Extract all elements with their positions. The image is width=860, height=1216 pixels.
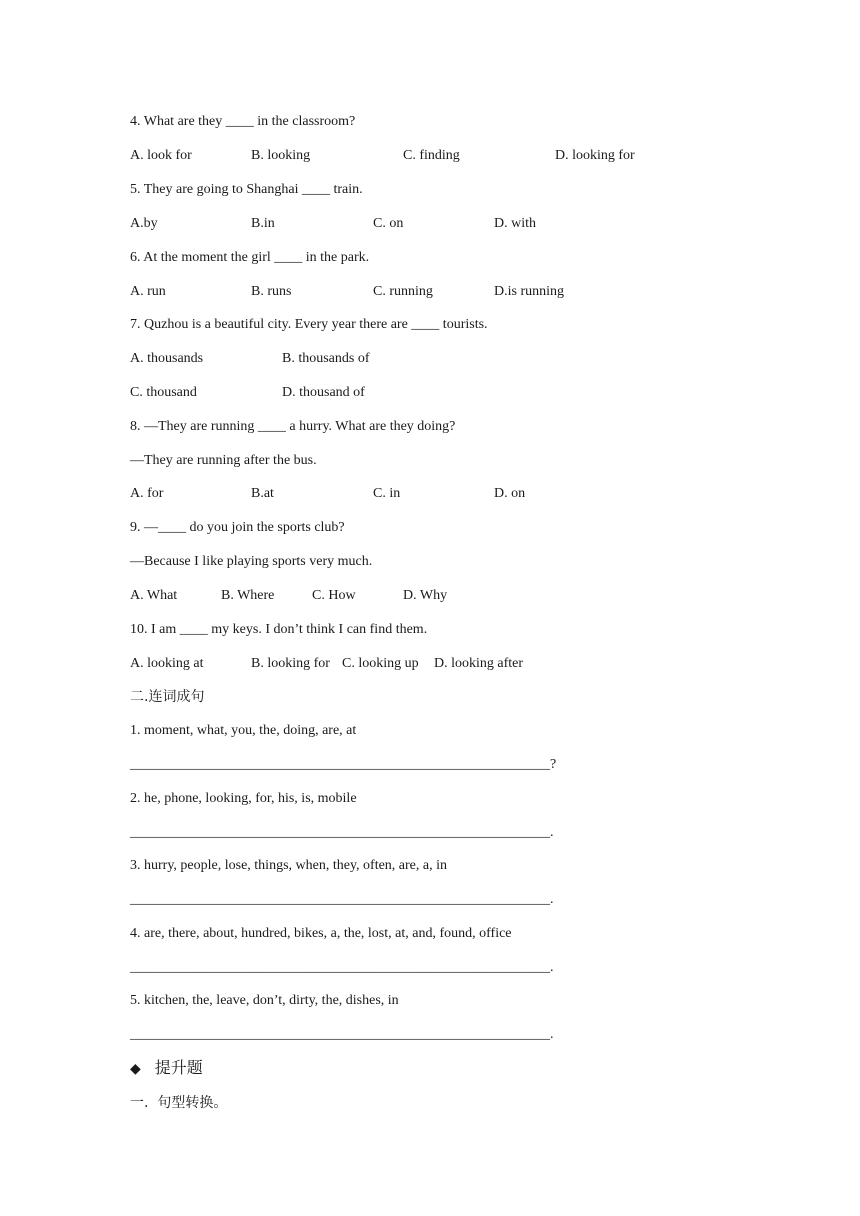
q6-option-d: D.is running xyxy=(494,284,564,299)
question-8-reply: —They are running after the bus. xyxy=(130,453,317,468)
build-5-prompt: 5. kitchen, the, leave, don’t, dirty, the, dishes, in xyxy=(130,993,399,1008)
q10-option-b: B. looking for xyxy=(251,656,330,671)
q9-option-a: A. What xyxy=(130,588,178,603)
build-1-answer-blank: ____________________________________________________________? xyxy=(130,757,557,772)
q4-option-d: D. looking for xyxy=(555,148,635,163)
build-3-answer-blank: ____________________________________________________________. xyxy=(130,892,554,907)
q6-option-c: C. running xyxy=(373,284,433,299)
q10-option-a: A. looking at xyxy=(130,656,204,671)
q7-option-c: C. thousand xyxy=(130,385,197,400)
advanced-section-title: 提升题 xyxy=(154,1058,203,1077)
build-1-prompt: 1. moment, what, you, the, doing, are, at xyxy=(130,723,357,738)
question-9-reply: —Because I like playing sports very much. xyxy=(130,554,373,569)
q5-option-b: B.in xyxy=(251,216,275,231)
question-8-stem: 8. —They are running ____ a hurry. What are they doing? xyxy=(130,419,456,434)
q7-option-d: D. thousand of xyxy=(282,385,365,400)
q6-option-a: A. run xyxy=(130,284,166,299)
question-6-stem: 6. At the moment the girl ____ in the park. xyxy=(130,250,370,265)
q10-option-d: D. looking after xyxy=(434,656,524,671)
q5-option-d: D. with xyxy=(494,216,536,231)
diamond-bullet-icon: ◆ xyxy=(130,1061,141,1077)
build-4-answer-blank: ____________________________________________________________. xyxy=(130,960,554,975)
q7-option-b: B. thousands of xyxy=(282,351,370,366)
q10-option-c: C. looking up xyxy=(342,656,419,671)
advanced-section-heading xyxy=(130,1058,203,1079)
build-2-answer-blank: ____________________________________________________________. xyxy=(130,825,554,840)
question-10-stem: 10. I am ____ my keys. I don’t think I can find them. xyxy=(130,622,428,637)
build-5-answer-blank: ____________________________________________________________. xyxy=(130,1027,554,1042)
q9-option-c: C. How xyxy=(312,588,356,603)
q9-option-b: B. Where xyxy=(221,588,275,603)
build-2-prompt: 2. he, phone, looking, for, his, is, mobile xyxy=(130,791,357,806)
q4-option-a: A. look for xyxy=(130,148,192,163)
q7-option-a: A. thousands xyxy=(130,351,204,366)
q8-option-a: A. for xyxy=(130,486,164,501)
q5-option-c: C. on xyxy=(373,216,404,231)
build-4-prompt: 4. are, there, about, hundred, bikes, a, the, lost, at, and, found, office xyxy=(130,926,512,941)
question-7-stem: 7. Quzhou is a beautiful city. Every year there are ____ tourists. xyxy=(130,317,488,332)
q4-option-b: B. looking xyxy=(251,148,311,163)
q9-option-d: D. Why xyxy=(403,588,448,603)
section-3-title: 一. 句型转换。 xyxy=(130,1095,228,1111)
q6-option-b: B. runs xyxy=(251,284,292,299)
q4-option-c: C. finding xyxy=(403,148,460,163)
q8-option-d: D. on xyxy=(494,486,526,501)
section-2-title: 二.连词成句 xyxy=(130,689,205,705)
q5-option-a: A.by xyxy=(130,216,158,231)
question-5-stem: 5. They are going to Shanghai ____ train. xyxy=(130,182,363,197)
q8-option-c: C. in xyxy=(373,486,401,501)
q8-option-b: B.at xyxy=(251,486,274,501)
question-9-stem: 9. —____ do you join the sports club? xyxy=(130,520,345,535)
question-4-stem: 4. What are they ____ in the classroom? xyxy=(130,114,356,129)
build-3-prompt: 3. hurry, people, lose, things, when, they, often, are, a, in xyxy=(130,858,447,873)
